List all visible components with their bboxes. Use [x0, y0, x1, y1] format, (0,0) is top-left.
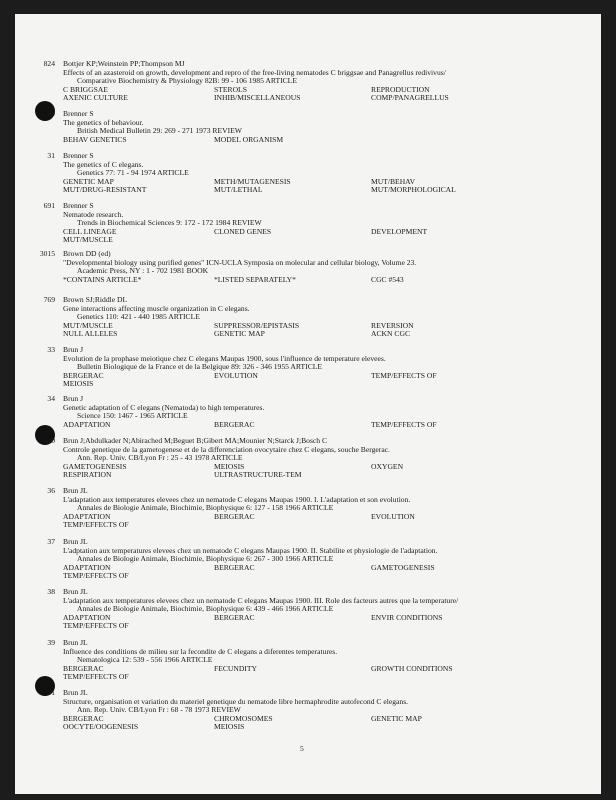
keyword: MEIOSIS [214, 722, 245, 732]
entry-keywords [63, 715, 583, 732]
entry-citation: Annales de Biologie Animale, Biochimie, Biophysique 6: 439 - 466 1966 ARTICLE [77, 604, 334, 614]
entry-citation: Ann. Rep. Univ. CB/Lyon Fr : 25 - 43 1978 ARTICLE [77, 453, 243, 463]
keyword: ULTRASTRUCTURE-TEM [214, 470, 302, 480]
keyword: OOCYTE/OOGENESIS [63, 722, 139, 732]
bibliography-entry [47, 109, 583, 144]
entry-citation: Ann. Rep. Univ. CB/Lyon Fr : 68 - 78 1973 REVIEW [77, 705, 241, 715]
entry-keywords [63, 178, 583, 195]
keyword [214, 236, 371, 245]
entry-authors: Brenner S [63, 109, 94, 118]
bibliography-entry [47, 688, 583, 732]
keyword: MODEL ORGANISM [214, 134, 284, 144]
entry-number: 39 [47, 638, 55, 647]
entry-title: Genetic adaptation of C elegans (Nematoda) to high temperatures. [63, 402, 265, 412]
keyword: GROWTH CONDITIONS [371, 663, 453, 673]
keyword [371, 622, 551, 631]
entry-number: 430 [43, 436, 55, 445]
keyword: BERGERAC [214, 562, 255, 572]
keyword [371, 521, 551, 530]
keyword: MEIOSIS [63, 379, 94, 389]
keyword: GAMETOGENESIS [371, 562, 435, 572]
keyword: CELL LINEAGE [63, 226, 117, 236]
entry-title: L'adaptation aux temperatures elevees chez un nematode C elegans Maupas 1900. I. L'adaptation et son evolution. [63, 494, 411, 504]
keyword: BERGERAC [63, 370, 104, 380]
keyword: MUT/MUSCLE [63, 320, 113, 330]
entry-keywords [63, 614, 583, 631]
entry-citation: Genetics 77: 71 - 94 1974 ARTICLE [77, 168, 189, 178]
keyword [214, 673, 371, 682]
entry-keywords [63, 322, 583, 339]
keyword [371, 673, 551, 682]
entry-citation: Science 150: 1467 - 1965 ARTICLE [77, 411, 188, 421]
keyword: TEMP/EFFECTS OF [371, 419, 437, 429]
entry-citation: Annales de Biologie Animale, Biochimie, Biophysique 6: 127 - 158 1966 ARTICLE [77, 503, 334, 513]
keyword: BEHAV GENETICS [63, 134, 127, 144]
entry-title: L'adptation aux temperatures elevees chez un nematode C elegans Maupas 1900. II. Stabilite et physiologie de l'adaptation. [63, 545, 438, 555]
keyword: REPRODUCTION [371, 84, 430, 94]
entry-number: 34 [47, 394, 55, 403]
keyword: MUT/DRUG-RESISTANT [63, 185, 147, 195]
keyword: NULL ALLELES [63, 329, 118, 339]
bibliography-entry [43, 436, 583, 480]
keyword: REVERSION [371, 320, 414, 330]
entry-citation: Bulletin Biologique de la France et de la Belgique 89: 326 - 346 1955 ARTICLE [77, 362, 323, 372]
entry-authors: Brun JL [63, 486, 88, 495]
entry-authors: Brun JL [63, 688, 88, 697]
keyword: C BRIGGSAE [63, 84, 108, 94]
entry-title: Gene interactions affecting muscle organization in C elegans. [63, 303, 250, 313]
entry-authors: Brenner S [63, 201, 94, 210]
keyword: CGC #543 [371, 274, 404, 284]
keyword [371, 471, 551, 480]
entry-number: 691 [43, 201, 55, 210]
keyword: TEMP/EFFECTS OF [371, 370, 437, 380]
keyword: ADAPTATION [63, 511, 111, 521]
bibliography-entry [47, 486, 583, 530]
entry-number: 31 [47, 151, 55, 160]
entry-authors: Brun J [63, 345, 84, 354]
keyword [371, 236, 551, 245]
keyword [371, 723, 551, 732]
entry-number: 30 [47, 109, 55, 118]
keyword [214, 521, 371, 530]
keyword [214, 622, 371, 631]
entry-citation: Annales de Biologie Animale, Biochimie, Biophysique 6: 267 - 300 1966 ARTICLE [77, 554, 334, 564]
keyword: INHIB/MISCELLANEOUS [214, 93, 301, 103]
entry-title: Controle genetique de la gametogenese et de la differenciation ovocytaire chez C elegans, souche Bergerac. [63, 444, 390, 454]
entry-number: 824 [43, 59, 55, 68]
entry-number: 41 [47, 688, 55, 697]
keyword [214, 572, 371, 581]
entry-number: 33 [47, 345, 55, 354]
entry-citation: British Medical Bulletin 29: 269 - 271 1973 REVIEW [77, 126, 242, 136]
entry-keywords [63, 665, 583, 682]
entry-citation: Genetics 110: 421 - 440 1985 ARTICLE [77, 312, 200, 322]
entry-authors: Bottjer KP;Weinstein PP;Thompson MJ [63, 59, 185, 68]
entry-authors: Brun JL [63, 537, 88, 546]
keyword: RESPIRATION [63, 470, 112, 480]
keyword: GENETIC MAP [214, 329, 265, 339]
keyword [371, 572, 551, 581]
keyword [371, 380, 551, 389]
entry-citation: Trends in Biochemical Sciences 9: 172 - 172 1984 REVIEW [77, 218, 262, 228]
entry-title: The genetics of behaviour. [63, 117, 144, 127]
entry-number: 36 [47, 486, 55, 495]
keyword: COMP/PANAGRELLUS [371, 93, 449, 103]
keyword: MUT/MUSCLE [63, 235, 113, 245]
keyword: FECUNDITY [214, 663, 258, 673]
keyword: ADAPTATION [63, 419, 111, 429]
entry-authors: Brenner S [63, 151, 94, 160]
keyword: BERGERAC [214, 419, 255, 429]
entry-keywords [63, 513, 583, 530]
bibliography-entry [39, 249, 583, 284]
keyword: BERGERAC [214, 511, 255, 521]
entry-citation: Comparative Biochemistry & Physiology 82B: 99 - 106 1985 ARTICLE [77, 76, 297, 86]
entry-authors: Brun J [63, 394, 84, 403]
keyword: CLONED GENES [214, 226, 272, 236]
keyword: BERGERAC [63, 663, 104, 673]
keyword: STEROLS [214, 84, 247, 94]
keyword: EVOLUTION [214, 370, 258, 380]
bibliography-entry [43, 201, 583, 245]
keyword: GENETIC MAP [63, 176, 114, 186]
entry-keywords [63, 372, 583, 389]
entry-authors: Brown SJ;Riddle DL [63, 295, 128, 304]
entry-keywords [63, 136, 583, 145]
keyword: SUPPRESSOR/EPISTASIS [214, 320, 300, 330]
keyword: *CONTAINS ARTICLE* [63, 274, 142, 284]
bibliography-entry [47, 537, 583, 581]
keyword: MUT/MORPHOLOGICAL [371, 185, 456, 195]
keyword [214, 380, 371, 389]
bibliography-entry [47, 345, 583, 389]
bibliography-entry [43, 59, 583, 103]
entry-title: "Developmental biology using purified genes" ICN-UCLA Symposia on molecular and cellular biology, Volume 23. [63, 257, 417, 267]
entry-keywords [63, 276, 583, 285]
bibliography-entry [43, 295, 583, 339]
keyword: DEVELOPMENT [371, 226, 428, 236]
keyword: METH/MUTAGENESIS [214, 176, 291, 186]
bibliography-entry [47, 638, 583, 682]
entry-title: Evolution de la prophase meiotique chez C elegans Maupas 1900, sous l'influence de temperature elevees. [63, 353, 386, 363]
keyword: BERGERAC [214, 612, 255, 622]
keyword: CHROMOSOMES [214, 713, 273, 723]
keyword: GENETIC MAP [371, 713, 422, 723]
entry-authors: Brun JL [63, 587, 88, 596]
entry-keywords [63, 564, 583, 581]
keyword: OXYGEN [371, 461, 404, 471]
entry-keywords [63, 463, 583, 480]
entry-citation: Nematologica 12: 539 - 556 1966 ARTICLE [77, 655, 213, 665]
keyword: *LISTED SEPARATELY* [214, 274, 296, 284]
keyword: MEIOSIS [214, 461, 245, 471]
keyword: EVOLUTION [371, 511, 415, 521]
entry-citation: Academic Press, NY : 1 - 702 1981 BOOK [77, 266, 209, 276]
keyword: ACKN CGC [371, 329, 411, 339]
entry-authors: Brown DD (ed) [63, 249, 111, 258]
entry-title: Influence des conditions de milieu sur la fecondite de C elegans a diferentes temperatures. [63, 646, 338, 656]
keyword: ENVIR CONDITIONS [371, 612, 443, 622]
entry-title: L'adaptation aux temperatures elevees chez un nematode C elegans Maupas 1900. III. Role des facteurs autres que la temperature/ [63, 595, 459, 605]
keyword: MUT/BEHAV [371, 176, 416, 186]
keyword: TEMP/EFFECTS OF [63, 520, 129, 530]
entry-keywords [63, 421, 583, 430]
entry-authors: Brun J;Abdulkader N;Abirached M;Beguet B;Gibert MA;Mounier N;Starck J;Bosch C [63, 436, 328, 445]
entry-keywords [63, 228, 583, 245]
keyword: TEMP/EFFECTS OF [63, 672, 129, 682]
keyword: ADAPTATION [63, 612, 111, 622]
entry-number: 37 [47, 537, 55, 546]
keyword: TEMP/EFFECTS OF [63, 621, 129, 631]
entry-authors: Brun JL [63, 638, 88, 647]
entry-title: Nematode research. [63, 209, 124, 219]
keyword: MUT/LETHAL [214, 185, 263, 195]
bibliography-entry [47, 151, 583, 195]
keyword: TEMP/EFFECTS OF [63, 571, 129, 581]
keyword: ADAPTATION [63, 562, 111, 572]
entry-number: 38 [47, 587, 55, 596]
entry-title: Structure, organisation et variation du materiel genetique du nematode libre hermaphrodite autofecond C elegans. [63, 696, 409, 706]
keyword [371, 136, 551, 145]
entry-title: The genetics of C elegans. [63, 159, 144, 169]
bibliography-entry [47, 394, 583, 429]
keyword: BERGERAC [63, 713, 104, 723]
keyword: AXENIC CULTURE [63, 93, 128, 103]
entry-keywords [63, 86, 583, 103]
keyword: GAMETOGENESIS [63, 461, 127, 471]
page-number: 5 [300, 744, 304, 753]
entry-number: 769 [43, 295, 55, 304]
bibliography-entry [47, 587, 583, 631]
entry-number: 3015 [39, 249, 55, 258]
entry-title: Effects of an azasteroid on growth, development and repro of the free-living nematodes C briggsae and Panagrellus redivivus/ [63, 67, 446, 77]
